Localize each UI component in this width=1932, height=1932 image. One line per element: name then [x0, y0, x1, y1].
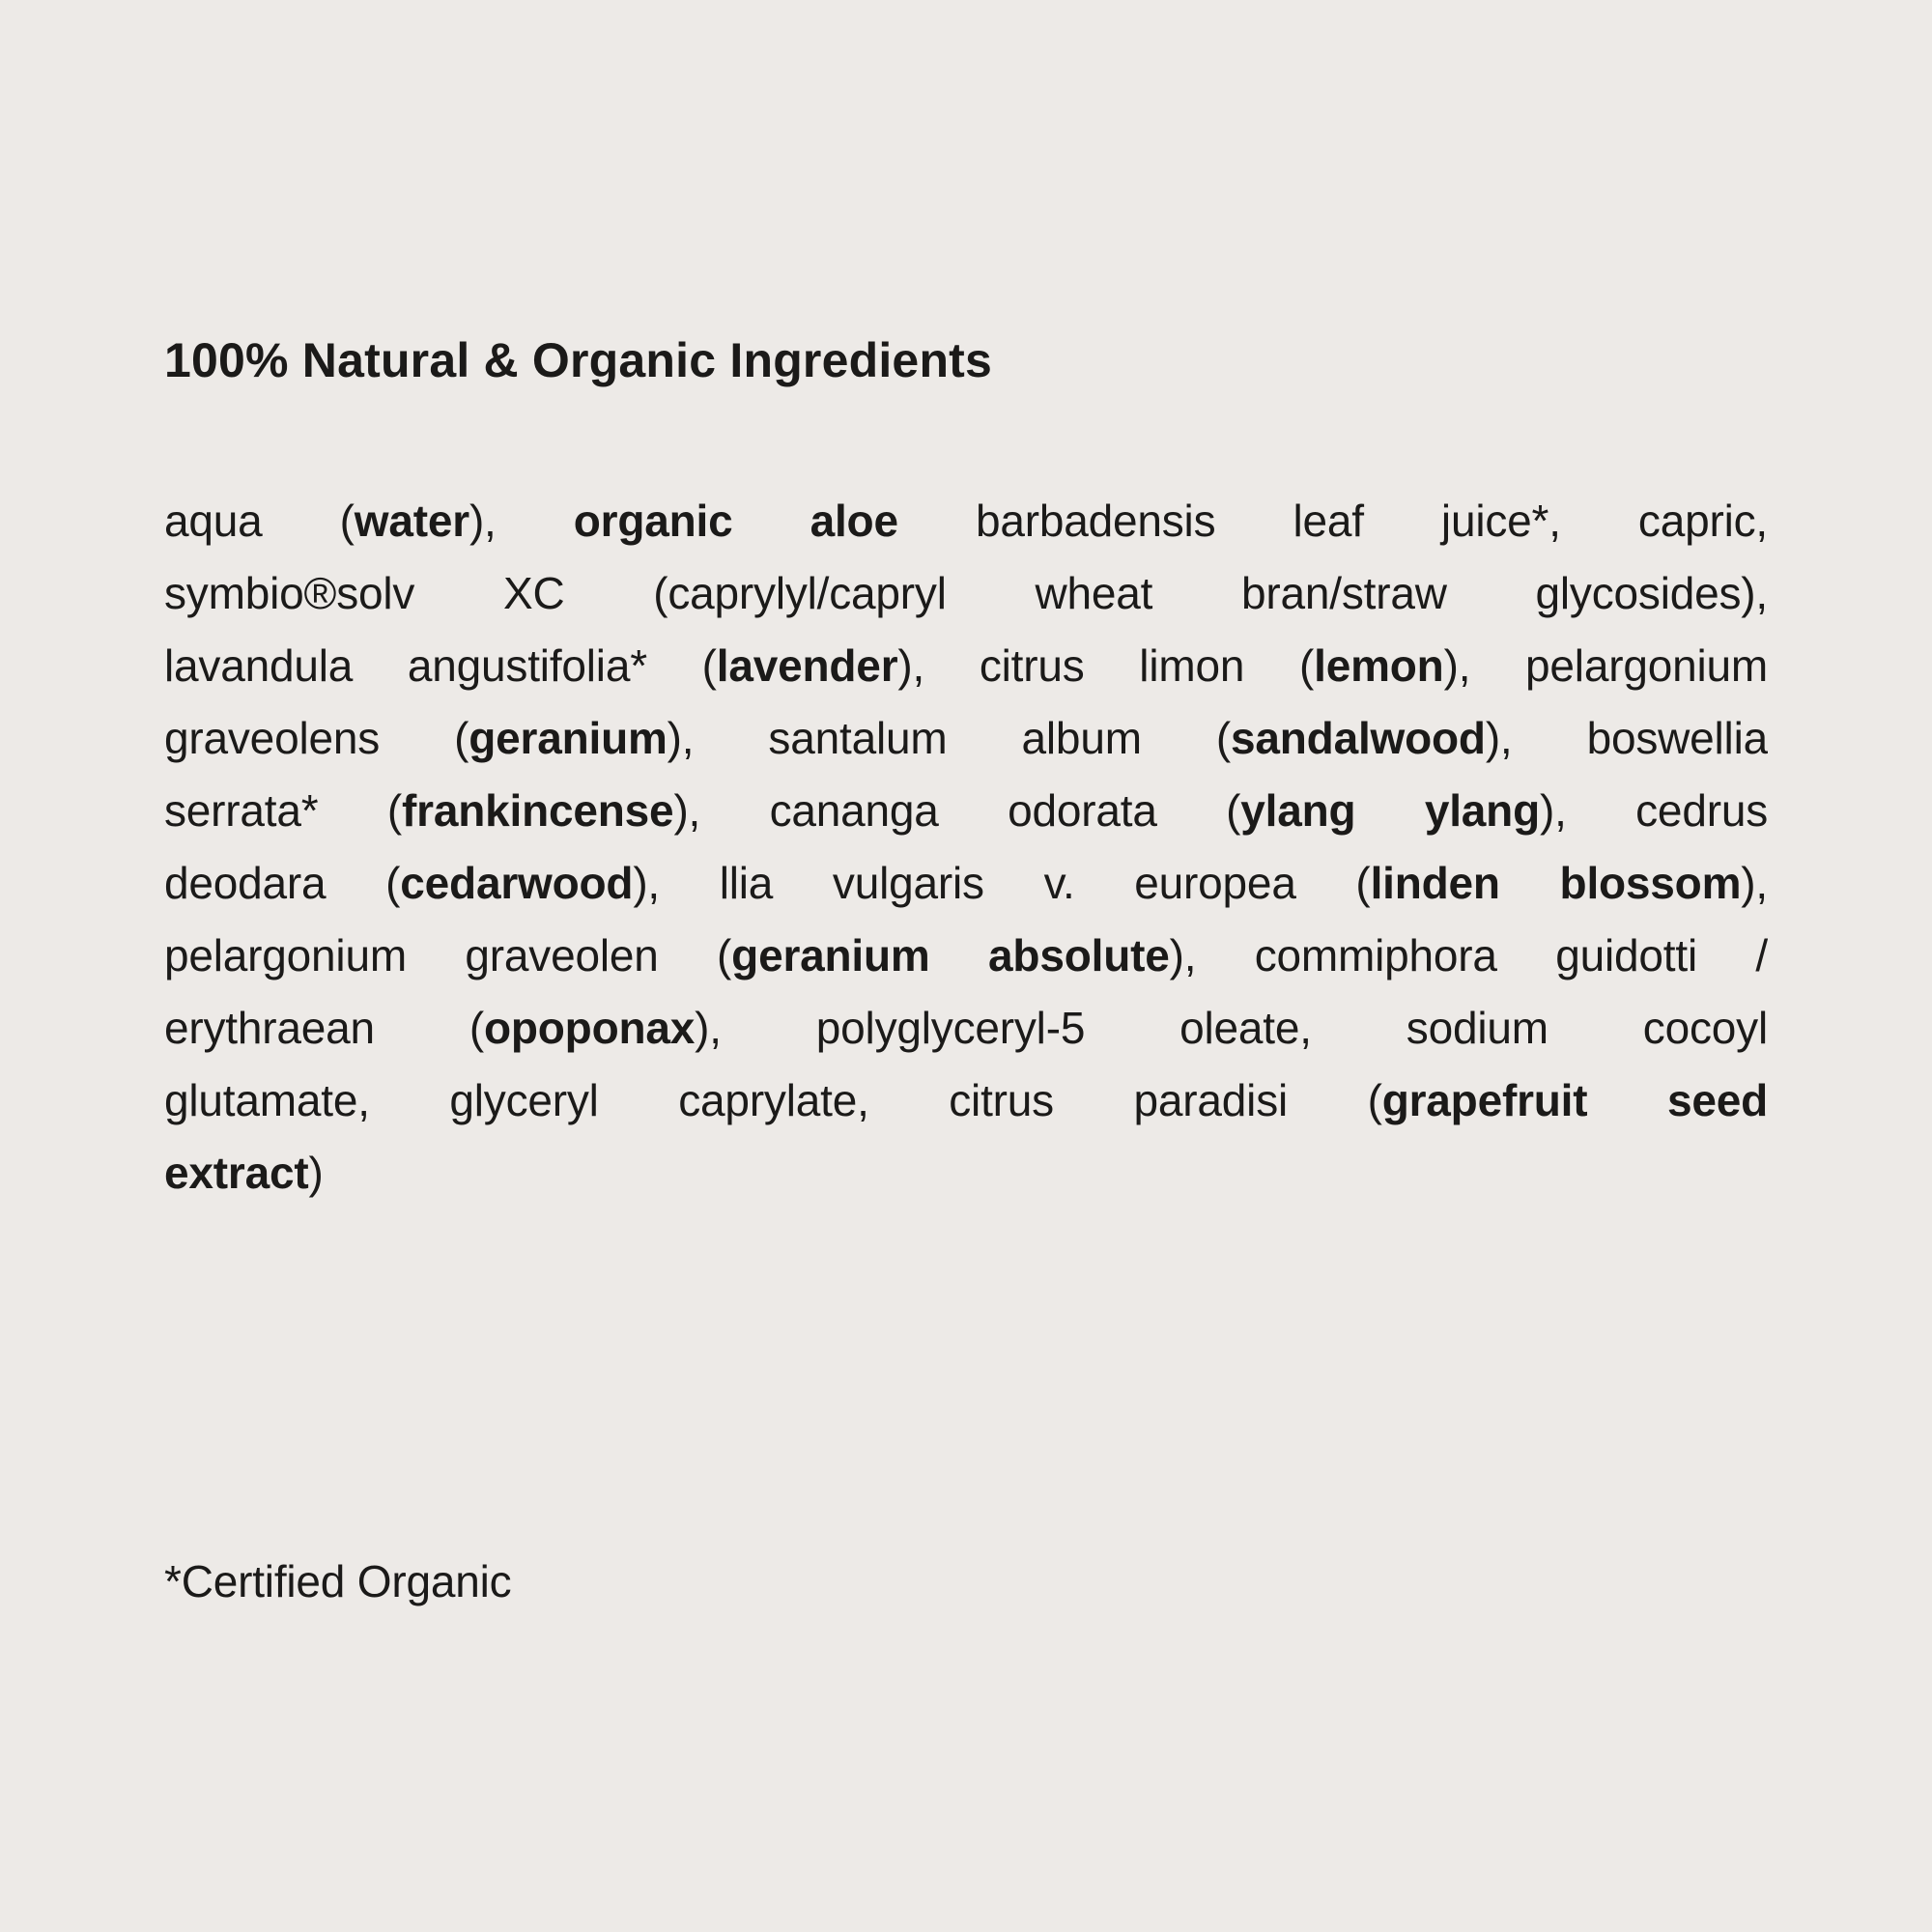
ingredient-common-name: opoponax	[483, 1003, 696, 1053]
ingredients-line	[164, 847, 1768, 920]
ingredients-line	[164, 630, 1768, 702]
ingredient-text: barbadensis leaf juice*, capric,	[897, 496, 1768, 546]
ingredients-line	[164, 920, 1768, 992]
ingredient-text: pelargonium graveolen (	[164, 930, 732, 980]
ingredients-line	[164, 485, 1768, 557]
ingredient-common-name: sandalwood	[1231, 713, 1486, 763]
ingredient-text: lavandula angustifolia* (	[164, 640, 717, 691]
ingredient-text: )	[308, 1148, 324, 1198]
ingredient-text: ),	[469, 496, 574, 546]
ingredient-common-name: ylang ylang	[1240, 785, 1540, 836]
ingredient-common-name: lavender	[716, 640, 898, 691]
ingredient-common-name: grapefruit seed	[1381, 1075, 1768, 1125]
ingredient-text: serrata* (	[164, 785, 403, 836]
ingredient-text: ), santalum album (	[667, 713, 1231, 763]
ingredients-line	[164, 1065, 1768, 1137]
ingredients-line	[164, 557, 1768, 630]
ingredient-text: erythraean (	[164, 1003, 484, 1053]
ingredient-text: ), cananga odorata (	[673, 785, 1241, 836]
ingredient-common-name: lemon	[1314, 640, 1444, 691]
ingredient-common-name: geranium absolute	[731, 930, 1170, 980]
ingredient-text: ), citrus limon (	[897, 640, 1315, 691]
ingredient-text: deodara (	[164, 858, 401, 908]
ingredient-text: ), commiphora guidotti /	[1169, 930, 1768, 980]
ingredient-text: glutamate, glyceryl caprylate, citrus paradisi (	[164, 1075, 1382, 1125]
ingredient-common-name: extract	[164, 1148, 309, 1198]
ingredient-text: graveolens (	[164, 713, 469, 763]
ingredient-text: aqua (	[164, 496, 355, 546]
ingredient-text: ), polyglyceryl-5 oleate, sodium cocoyl	[695, 1003, 1768, 1053]
ingredients-line	[164, 775, 1768, 847]
ingredient-text: ), llia vulgaris v. europea (	[633, 858, 1371, 908]
ingredient-common-name: cedarwood	[400, 858, 634, 908]
ingredient-common-name: water	[354, 496, 469, 546]
ingredient-common-name: linden blossom	[1370, 858, 1742, 908]
ingredients-heading: 100% Natural & Organic Ingredients	[164, 333, 993, 387]
ingredients-line	[164, 1137, 1768, 1209]
ingredient-text: symbio®solv XC (caprylyl/capryl wheat bran/straw glycosides),	[164, 568, 1768, 618]
ingredients-line	[164, 702, 1768, 775]
ingredient-text: ), cedrus	[1540, 785, 1768, 836]
certified-organic-footnote: *Certified Organic	[164, 1556, 512, 1606]
ingredient-common-name: frankincense	[402, 785, 674, 836]
ingredient-text: ), boswellia	[1485, 713, 1768, 763]
ingredient-common-name: organic aloe	[573, 496, 898, 546]
ingredients-line	[164, 992, 1768, 1065]
ingredients-paragraph	[164, 485, 1768, 1209]
ingredient-text: ),	[1741, 858, 1768, 908]
ingredient-common-name: geranium	[469, 713, 668, 763]
ingredient-text: ), pelargonium	[1443, 640, 1768, 691]
